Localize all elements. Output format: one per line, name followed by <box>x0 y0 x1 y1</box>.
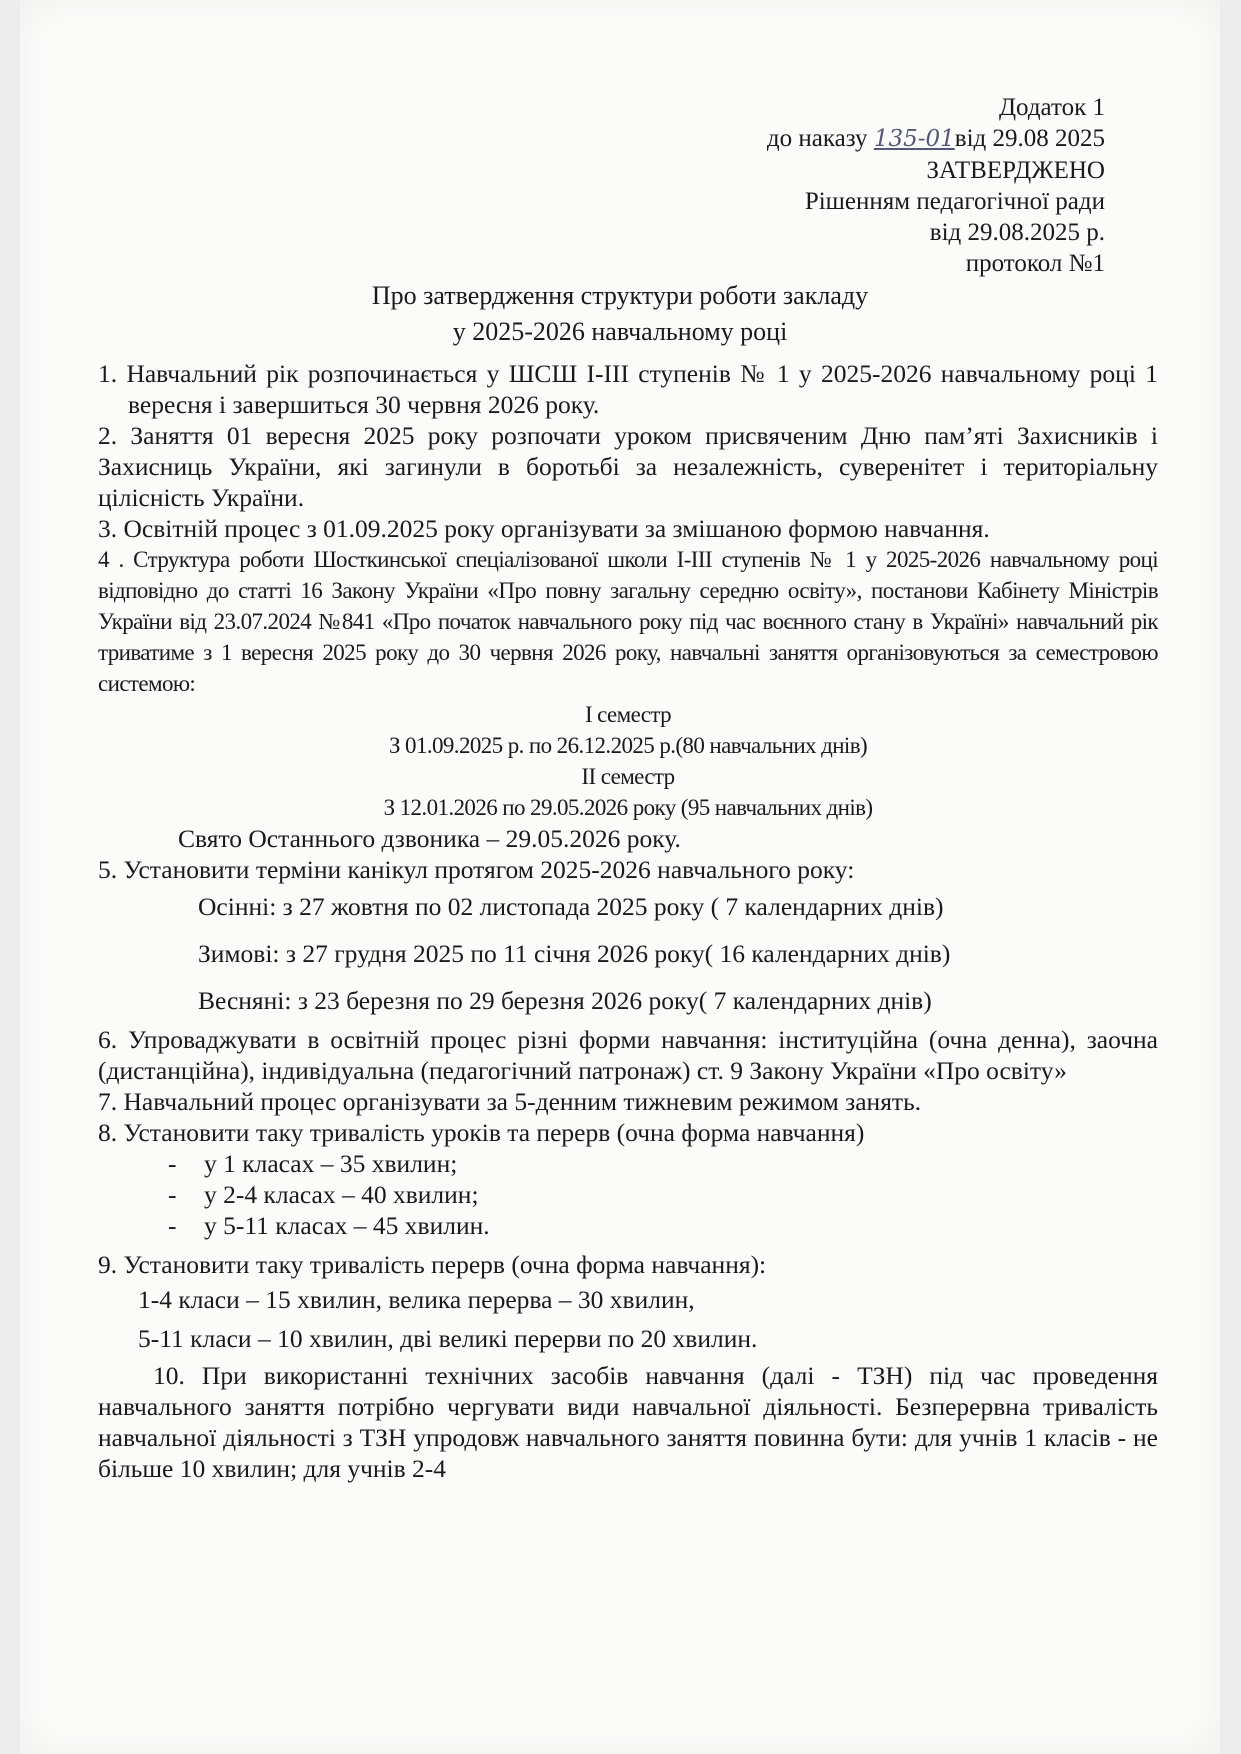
semester-2-label: ІІ семестр <box>581 764 675 789</box>
lesson-duration-2-4-text: у 2-4 класах – 40 хвилин; <box>204 1180 479 1209</box>
semester-2-dates: З 12.01.2026 по 29.05.2026 року (95 навчальних днів) <box>383 795 873 820</box>
spring-holidays: Весняні: з 23 березня по 29 березня 2026 року( 7 календарних днів) <box>198 986 932 1015</box>
lesson-duration-1 <box>98 1148 1158 1179</box>
order-prefix: до наказу <box>766 125 868 152</box>
appendix-label: Додаток 1 <box>999 94 1105 121</box>
item-7: 7. Навчальний процес організувати за 5-денним тижневим режимом занять. <box>98 1087 922 1116</box>
item-2: 2. Заняття 01 вересня 2025 року розпочати уроком присвяченим Дню пам’яті Захисників і Захисниць України, які загинули в боротьбі за незалежність, суверенітет і територіальну цілісність України. <box>98 421 1158 512</box>
item-8: 8. Установити таку тривалість уроків та перерв (очна форма навчання) <box>98 1118 865 1147</box>
title-line-1: Про затвердження структури роботи закладу <box>371 281 869 310</box>
dash-marker: - <box>168 1211 177 1240</box>
last-bell: Свято Останнього дзвоника – 29.05.2026 року. <box>178 824 681 853</box>
lesson-duration-2-4 <box>98 1179 1158 1210</box>
dash-marker: - <box>168 1149 177 1178</box>
dash-marker: - <box>168 1180 177 1209</box>
lesson-duration-5-11 <box>98 1210 1158 1241</box>
protocol-number: протокол №1 <box>965 250 1105 277</box>
document-title <box>20 278 1220 350</box>
council-date: від 29.08.2025 р. <box>929 219 1105 246</box>
semester-1-label: І семестр <box>584 702 672 727</box>
autumn-holidays: Осінні: з 27 жовтня по 02 листопада 2025 року ( 7 календарних днів) <box>198 892 944 921</box>
order-reference <box>765 123 1105 155</box>
breaks-1-4: 1-4 класи – 15 хвилин, велика перерва – 30 хвилин, <box>138 1285 695 1314</box>
semester-1-dates: З 01.09.2025 р. по 26.12.2025 р.(80 навчальних днів) <box>388 733 868 758</box>
lesson-duration-5-11-text: у 5-11 класах – 45 хвилин. <box>204 1211 490 1240</box>
item-1: 1. Навчальний рік розпочинається у ШСШ І-ІІІ ступенів № 1 у 2025-2026 навчальному році 1 вересня і завершиться 30 червня 2026 року. <box>98 359 1158 419</box>
breaks-5-11: 5-11 класи – 10 хвилин, дві великі перерви по 20 хвилин. <box>138 1324 758 1353</box>
document-body <box>98 358 1158 1484</box>
item-9: 9. Установити таку тривалість перерв (очна форма навчання): <box>98 1250 767 1279</box>
item-6: 6. Упроваджувати в освітній процес різні форми навчання: інституційна (очна денна), заочна (дистанційна), індивідуальна (педагогічний патронаж) ст. 9 Закону України «Про освіту» <box>98 1025 1158 1085</box>
title-line-2: у 2025-2026 навчальному році <box>452 317 788 346</box>
item-5: 5. Установити терміни канікул протягом 2025-2026 навчального року: <box>98 855 855 884</box>
item-3: 3. Освітній процес з 01.09.2025 року організувати за змішаною формою навчання. <box>98 514 990 543</box>
approval-block <box>765 92 1105 279</box>
lesson-duration-1-text: у 1 класах – 35 хвилин; <box>204 1149 458 1178</box>
approved-label: ЗАТВЕРДЖЕНО <box>926 157 1105 184</box>
winter-holidays: Зимові: з 27 грудня 2025 по 11 січня 2026 року( 16 календарних днів) <box>198 939 951 968</box>
document-page <box>20 0 1220 1754</box>
item-10: 10. При використанні технічних засобів навчання (далі - ТЗН) під час проведення навчального заняття потрібно чергувати види навчальної діяльності. Безперервна тривалість навчальної діяльності з ТЗН упродовж навчального заняття повинна бути: для учнів 1 класів - не більше 10 хвилин; для учнів 2-4 <box>98 1361 1158 1483</box>
council-decision: Рішенням педагогічної ради <box>804 188 1105 215</box>
order-date: від 29.08 2025 <box>954 125 1105 152</box>
item-4: 4 . Структура роботи Шосткинської спеціалізованої школи І-ІІІ ступенів № 1 у 2025-2026 навчальному році відповідно до статті 16 Закону України «Про повну загальну середню освіту», постанови Кабінету Міністрів України від 23.07.2024 №841 «Про початок навчального року під час воєнного стану в Україні» навчальний рік триватиме з 1 вересня 2025 року до 30 червня 2026 року, навчальні заняття організовуються за семестровою системою: <box>98 547 1158 696</box>
order-number-handwritten: 135-01 <box>873 126 955 152</box>
